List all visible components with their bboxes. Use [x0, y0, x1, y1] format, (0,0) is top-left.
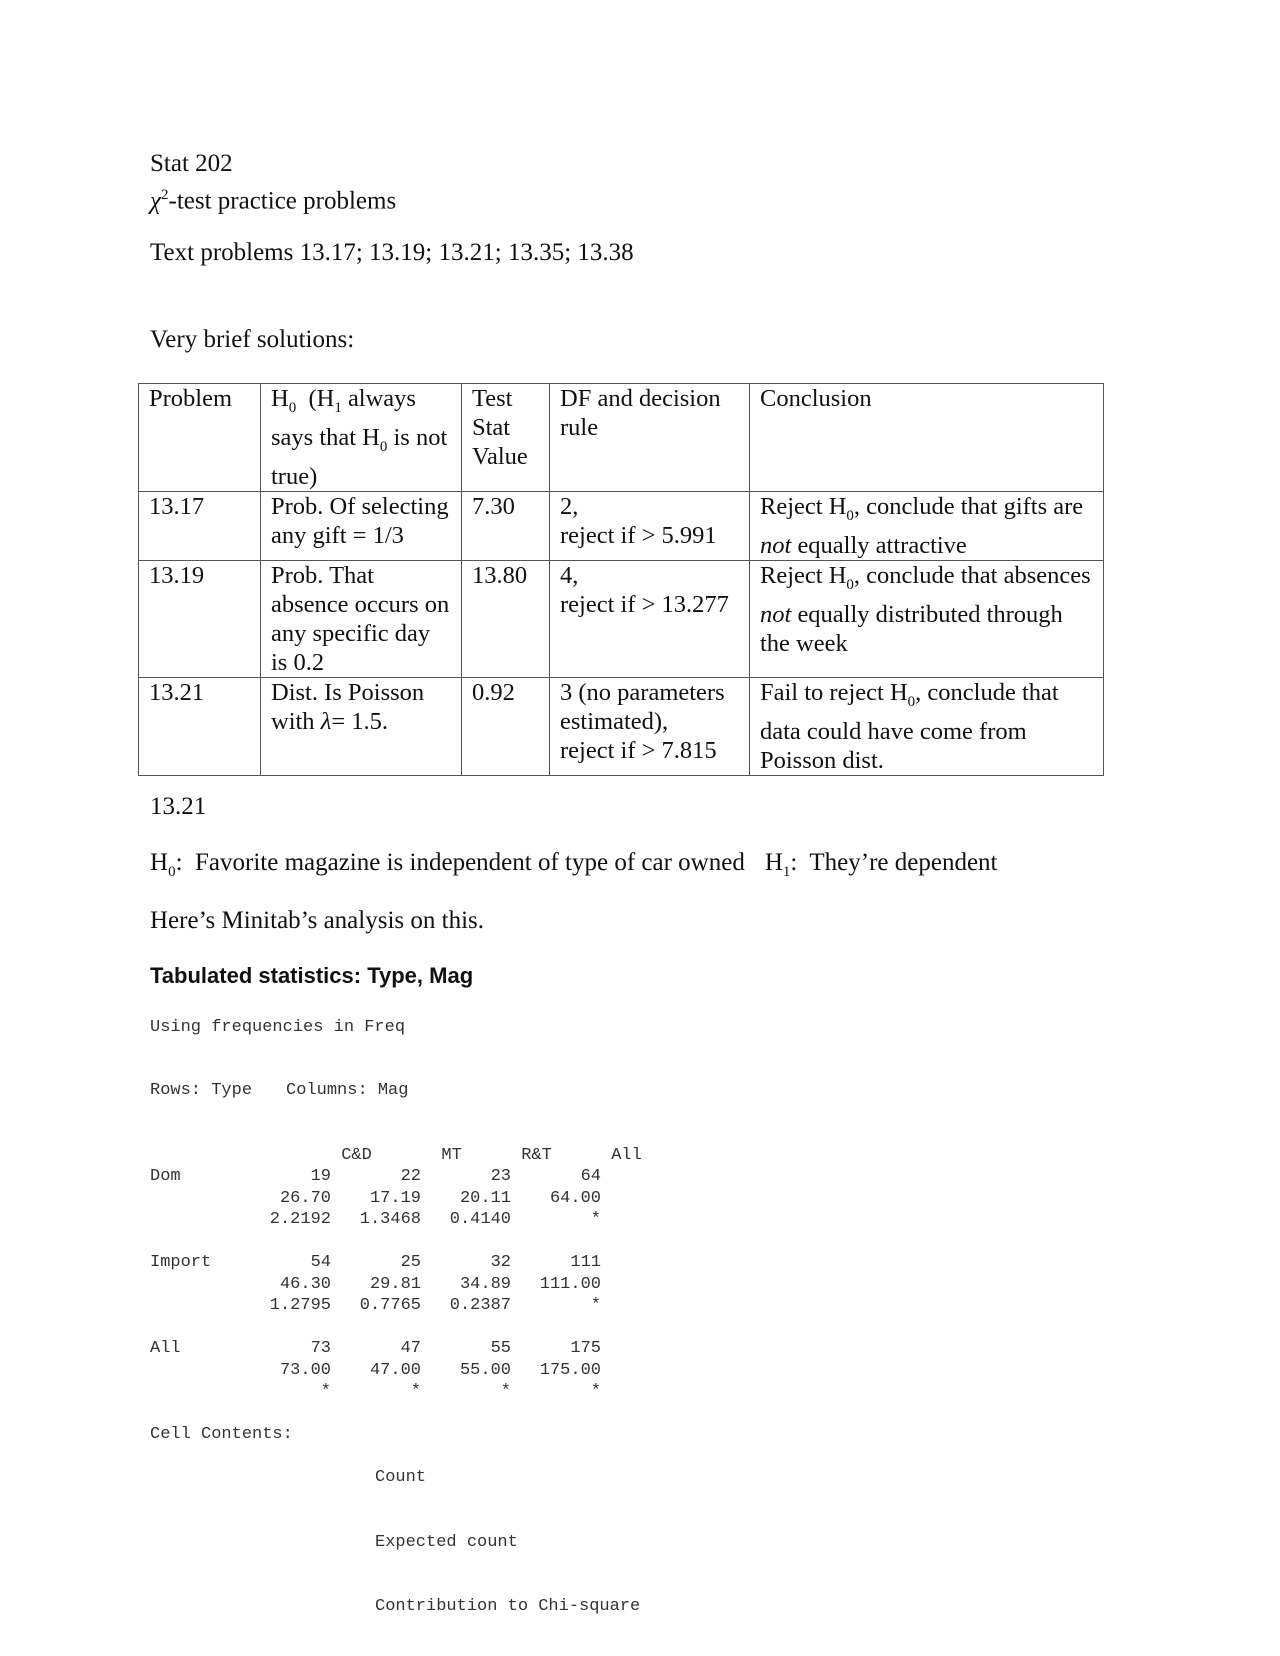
- table-row: 2.2192 1.3468 0.4140 *: [269, 1210, 601, 1229]
- chi-symbol: χ: [150, 187, 161, 215]
- header-h0: $H_0$ ($H_1$ always says that $H_0$ is not true): [261, 384, 462, 492]
- minitab-table: [150, 1123, 642, 1403]
- course-title: Stat 202: [150, 150, 233, 177]
- frequency-note: Using frequencies in Freq: [150, 1018, 406, 1037]
- cell-df: 3 (no parameters estimated), reject if > 7.815: [550, 677, 750, 775]
- lambda-symbol: λ: [320, 707, 332, 735]
- legend-item: Contribution to Chi-square: [375, 1597, 641, 1616]
- cell-conclusion: Reject $H_0$, conclude that gifts are not equally attractive: [750, 491, 1104, 560]
- row-label: All: [150, 1339, 181, 1358]
- document-subtitle: [150, 180, 396, 216]
- solutions-heading: Very brief solutions:: [150, 326, 355, 353]
- table-row: 73.00 47.00 55.00 175.00: [279, 1360, 601, 1380]
- legend-item: Count: [375, 1468, 427, 1487]
- assignment-line: Text problems 13.17; 13.19; 13.21; 13.35; 13.38: [150, 239, 634, 266]
- cell-contents-legend: [375, 1424, 640, 1639]
- column-header-row: [150, 1123, 642, 1165]
- header-problem: Problem: [139, 384, 261, 492]
- cell-problem: 13.19: [139, 560, 261, 677]
- cell-h0: Prob. Of selecting any gift = 1/3: [261, 491, 462, 560]
- header-conclusion: Conclusion: [750, 384, 1104, 492]
- cell-test-stat: 0.92: [462, 677, 550, 775]
- table-row: 26.70 17.19 20.11 64.00: [279, 1188, 601, 1208]
- cell-df: 2, reject if > 5.991: [550, 491, 750, 560]
- table-row: 1.2795 0.7765 0.2387 *: [269, 1296, 601, 1315]
- subtitle-text: -test practice problems: [168, 187, 397, 215]
- cell-df: 4, reject if > 13.277: [550, 560, 750, 677]
- minitab-intro: Here’s Minitab’s analysis on this.: [150, 907, 484, 934]
- row-label: Dom: [150, 1167, 181, 1186]
- cell-problem: 13.21: [139, 677, 261, 775]
- cell-h0: Prob. That absence occurs on any specific day is 0.2: [261, 560, 462, 677]
- column-header: MT: [441, 1145, 462, 1165]
- table-row: [139, 491, 1104, 560]
- header-df: DF and decision rule: [550, 384, 750, 492]
- cell-contents-label: Cell Contents:: [150, 1425, 293, 1444]
- column-header: All: [611, 1145, 642, 1165]
- cell-test-stat: 7.30: [462, 491, 550, 560]
- hypotheses-line: $H_0$: Favorite magazine is independent of type of car owned $H_1$: They’re dependent: [150, 849, 998, 880]
- solutions-table: [138, 383, 1104, 776]
- table-row: All 73 47 55 175: [150, 1339, 601, 1358]
- chi-superscript: 2: [161, 187, 169, 203]
- column-header: C&D: [341, 1145, 372, 1165]
- cell-test-stat: 13.80: [462, 560, 550, 677]
- rows-columns-label: Rows: Type Columns: Mag: [150, 1081, 409, 1100]
- table-header-row: [139, 384, 1104, 492]
- table-row: * * * *: [320, 1382, 601, 1401]
- row-label: Import: [150, 1253, 212, 1272]
- cell-problem: 13.17: [139, 491, 261, 560]
- cell-h0: Dist. Is Poisson with λ= 1.5.: [261, 677, 462, 775]
- cell-conclusion: Reject $H_0$, conclude that absences not equally distributed through the week: [750, 560, 1104, 677]
- section-label: 13.21: [150, 793, 207, 820]
- table-row: 46.30 29.81 34.89 111.00: [279, 1274, 601, 1294]
- column-header: R&T: [521, 1145, 552, 1165]
- header-test-stat: Test Stat Value: [462, 384, 550, 492]
- table-row: [139, 560, 1104, 677]
- table-row: Dom 19 22 23 64: [150, 1167, 601, 1186]
- legend-item: Expected count: [375, 1532, 518, 1552]
- table-row: [139, 677, 1104, 775]
- table-row: Import 54 25 32 111: [150, 1253, 601, 1272]
- cell-conclusion: Fail to reject $H_0$, conclude that data could have come from Poisson dist.: [750, 677, 1104, 775]
- minitab-title: Tabulated statistics: Type, Mag: [150, 963, 474, 988]
